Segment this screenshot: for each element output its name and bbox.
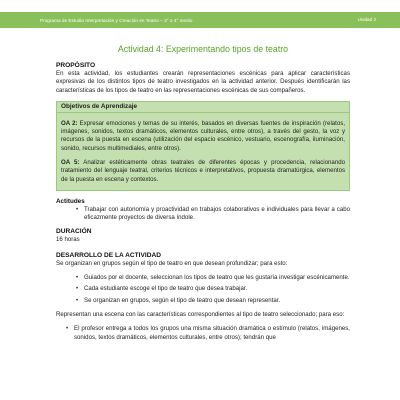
oa5-paragraph bbox=[61, 159, 345, 184]
bullet-icon: • bbox=[76, 205, 79, 213]
bullet-icon: • bbox=[66, 325, 69, 333]
duration-value: 16 horas bbox=[56, 235, 80, 243]
oa5-label: OA 5: bbox=[61, 159, 80, 167]
unit-label: Unidad 2 bbox=[357, 17, 376, 22]
list-item bbox=[56, 274, 350, 282]
list-item bbox=[56, 297, 350, 305]
oa5-text: Analizar estéticamente obras teatrales de diferentes épocas y procedencia, relacionando tratamiento del lenguaje teatral, criterios técnicos e interpretativos, propuesta dramatúrgica, elementos de la puesta en escena y contextos. bbox=[61, 159, 345, 183]
header-bar bbox=[0, 12, 400, 28]
bullet-icon: • bbox=[76, 296, 79, 304]
purpose-section bbox=[56, 62, 350, 95]
development-item-text: Se organizan en grupos, según el tipo de teatro que desean representar. bbox=[84, 296, 281, 304]
bullet-icon: • bbox=[76, 285, 79, 293]
list-item bbox=[56, 325, 350, 342]
development-item-text: Cada estudiante escoge el tipo de teatro que desea trabajar. bbox=[84, 285, 248, 293]
represent-intro: Representan una escena con las características correspondientes al tipo de teatro seleccionado; para eso: bbox=[56, 311, 345, 319]
objectives-box bbox=[56, 101, 350, 191]
development-list bbox=[56, 274, 350, 305]
development-heading: DESARROLLO DE LA ACTIVIDAD bbox=[56, 251, 162, 259]
attitudes-heading: Actitudes bbox=[56, 197, 85, 205]
list-item bbox=[56, 285, 350, 293]
oa2-paragraph bbox=[61, 120, 345, 153]
bullet-icon: • bbox=[76, 274, 79, 282]
oa2-label: OA 2: bbox=[61, 119, 78, 127]
purpose-heading: PROPÓSITO bbox=[56, 62, 96, 69]
attitudes-section bbox=[56, 198, 350, 223]
duration-section bbox=[56, 228, 350, 244]
duration-heading: DURACIÓN bbox=[56, 227, 92, 235]
document-page bbox=[56, 34, 350, 342]
purpose-text: En esta actividad, los estudiantes crearán representaciones escénicas para aplicar características expresivas de los distintos tipos de teatro investigados en la actividad anterior. Después identificarán las características de los tipos de teatro en las representaciones escénicas de sus compañeros. bbox=[56, 70, 350, 94]
program-title: Programa de Estudio Interpretación y Creación en Teatro – 3° o 4° medio bbox=[40, 17, 193, 23]
represent-list bbox=[56, 325, 350, 342]
list-item bbox=[56, 206, 350, 223]
development-item-text: Guiados por el docente, seleccionan los tipos de teatro que les gustaría investigar escénicamente. bbox=[84, 274, 350, 282]
activity-title: Actividad 4: Experimentando tipos de teatro bbox=[117, 44, 289, 54]
attitude-text: Trabajar con autonomía y proactividad en trabajos colaborativos e individuales para llevar a cabo eficazmente proyectos de diversa índole. bbox=[84, 205, 350, 222]
objectives-heading: Objetivos de Aprendizaje bbox=[57, 102, 349, 113]
oa2-text: Expresar emociones y temas de su interés, basados en diversas fuentes de inspiración (relatos, imágenes, sonidos, textos dramáticos, elementos culturales, entre otros), a través del gesto, la voz y recursos de la puesta en escena (utilización del espacio escénico, vestuario, escenografía, iluminación, sonido, recursos multimediales, entre otros). bbox=[61, 119, 346, 152]
development-intro: Se organizan en grupos según el tipo de teatro en que desean profundizar; para esto: bbox=[56, 259, 288, 267]
attitudes-list bbox=[56, 206, 350, 223]
represent-item-text: El profesor entrega a todos los grupos una misma situación dramática o estímulo (relatos, imágenes, sonidos, textos dramáticos, elementos culturales, entre otros); tendrán que bbox=[74, 325, 350, 341]
development-section bbox=[56, 252, 350, 342]
